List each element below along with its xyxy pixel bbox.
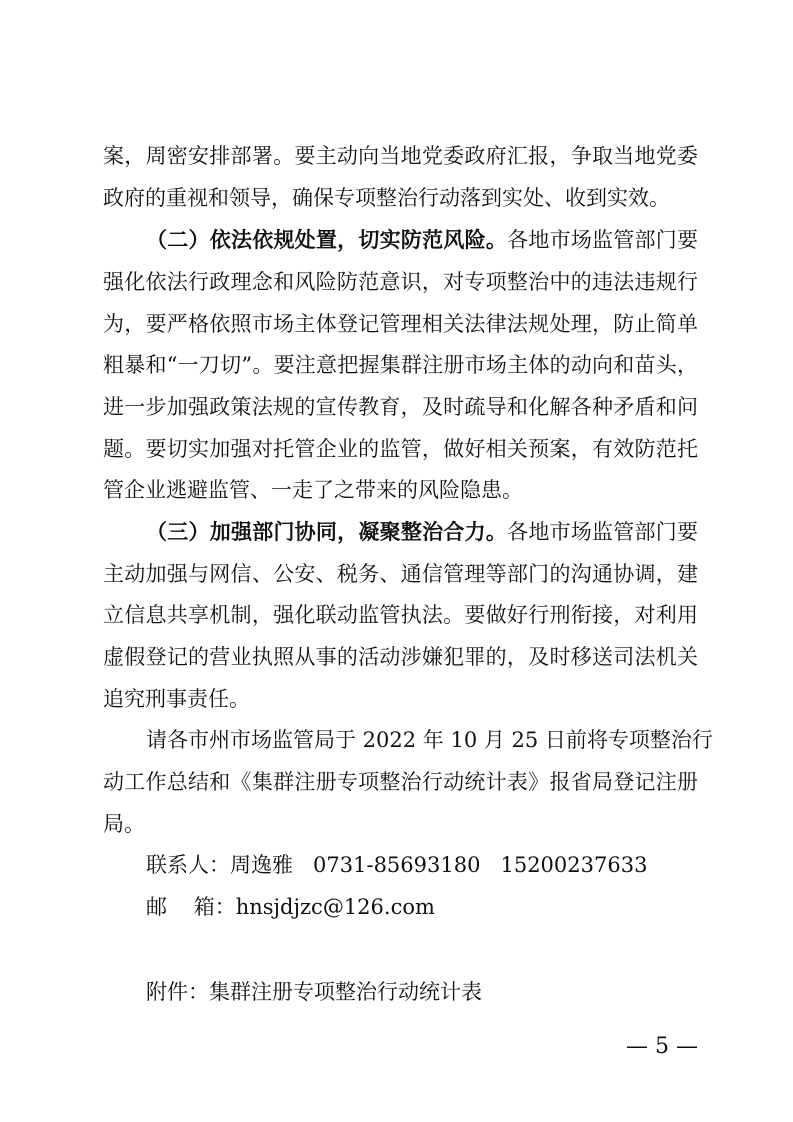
- paragraph-1-line-2: 政府的重视和领导，确保专项整治行动落到实处、收到实效。: [103, 186, 670, 210]
- paragraph-3-line-3: 立信息共享机制，强化联动监管执法。要做好行刑衔接，对利用: [103, 603, 698, 627]
- paragraph-2-line-6: 题。要切实加强对托管企业的监管，做好相关预案，有效防范托: [103, 437, 698, 461]
- contact-line-2: 邮 箱：hnsjdjzc@126.com: [146, 895, 435, 919]
- paragraph-3-line-5: 追究刑事责任。: [103, 687, 250, 711]
- paragraph-3-line-2: 主动加强与网信、公安、税务、通信管理等部门的沟通协调，建: [103, 562, 698, 586]
- paragraph-3-first-line-rest: 各地市场监管部门要: [507, 520, 699, 544]
- paragraph-4-line-3: 局。: [103, 812, 145, 836]
- paragraph-2-line-7: 管企业逃避监管、一走了之带来的风险隐患。: [103, 478, 523, 502]
- attachment-line: 附件：集群注册专项整治行动统计表: [146, 980, 482, 1004]
- paragraph-2-heading: （二）依法依规处置，切实防范风险。: [146, 227, 508, 252]
- paragraph-2-line-4: 粗暴和“一刀切”。要注意把握集群注册市场主体的动向和苗头，: [103, 353, 698, 377]
- paragraph-4-line-2: 动工作总结和《集群注册专项整治行动统计表》报省局登记注册: [103, 770, 698, 794]
- paragraph-2-first-line-rest: 各地市场监管部门要: [507, 228, 699, 252]
- paragraph-2-line-2: 强化依法行政理念和风险防范意识，对专项整治中的违法违规行: [103, 270, 698, 294]
- page-number: — 5 —: [626, 1034, 698, 1059]
- contact-line-1: 联系人：周逸雅 0731-85693180 15200237633: [146, 853, 648, 877]
- paragraph-3-heading: （三）加强部门协同，凝聚整治合力。: [146, 519, 508, 544]
- paragraph-3-line-4: 虚假登记的营业执照从事的活动涉嫌犯罪的，及时移送司法机关: [103, 645, 698, 669]
- paragraph-3-line-1: [146, 514, 698, 550]
- paragraph-2-line-3: 为，要严格依照市场主体登记管理相关法律法规处理，防止简单: [103, 312, 698, 336]
- paragraph-4-line-1: 请各市州市场监管局于 2022 年 10 月 25 日前将专项整治行: [146, 728, 713, 752]
- paragraph-1-line-1: 案，周密安排部署。要主动向当地党委政府汇报，争取当地党委: [103, 144, 698, 168]
- paragraph-2-line-5: 进一步加强政策法规的宣传教育，及时疏导和化解各种矛盾和问: [103, 395, 698, 419]
- paragraph-2-line-1: [146, 222, 698, 258]
